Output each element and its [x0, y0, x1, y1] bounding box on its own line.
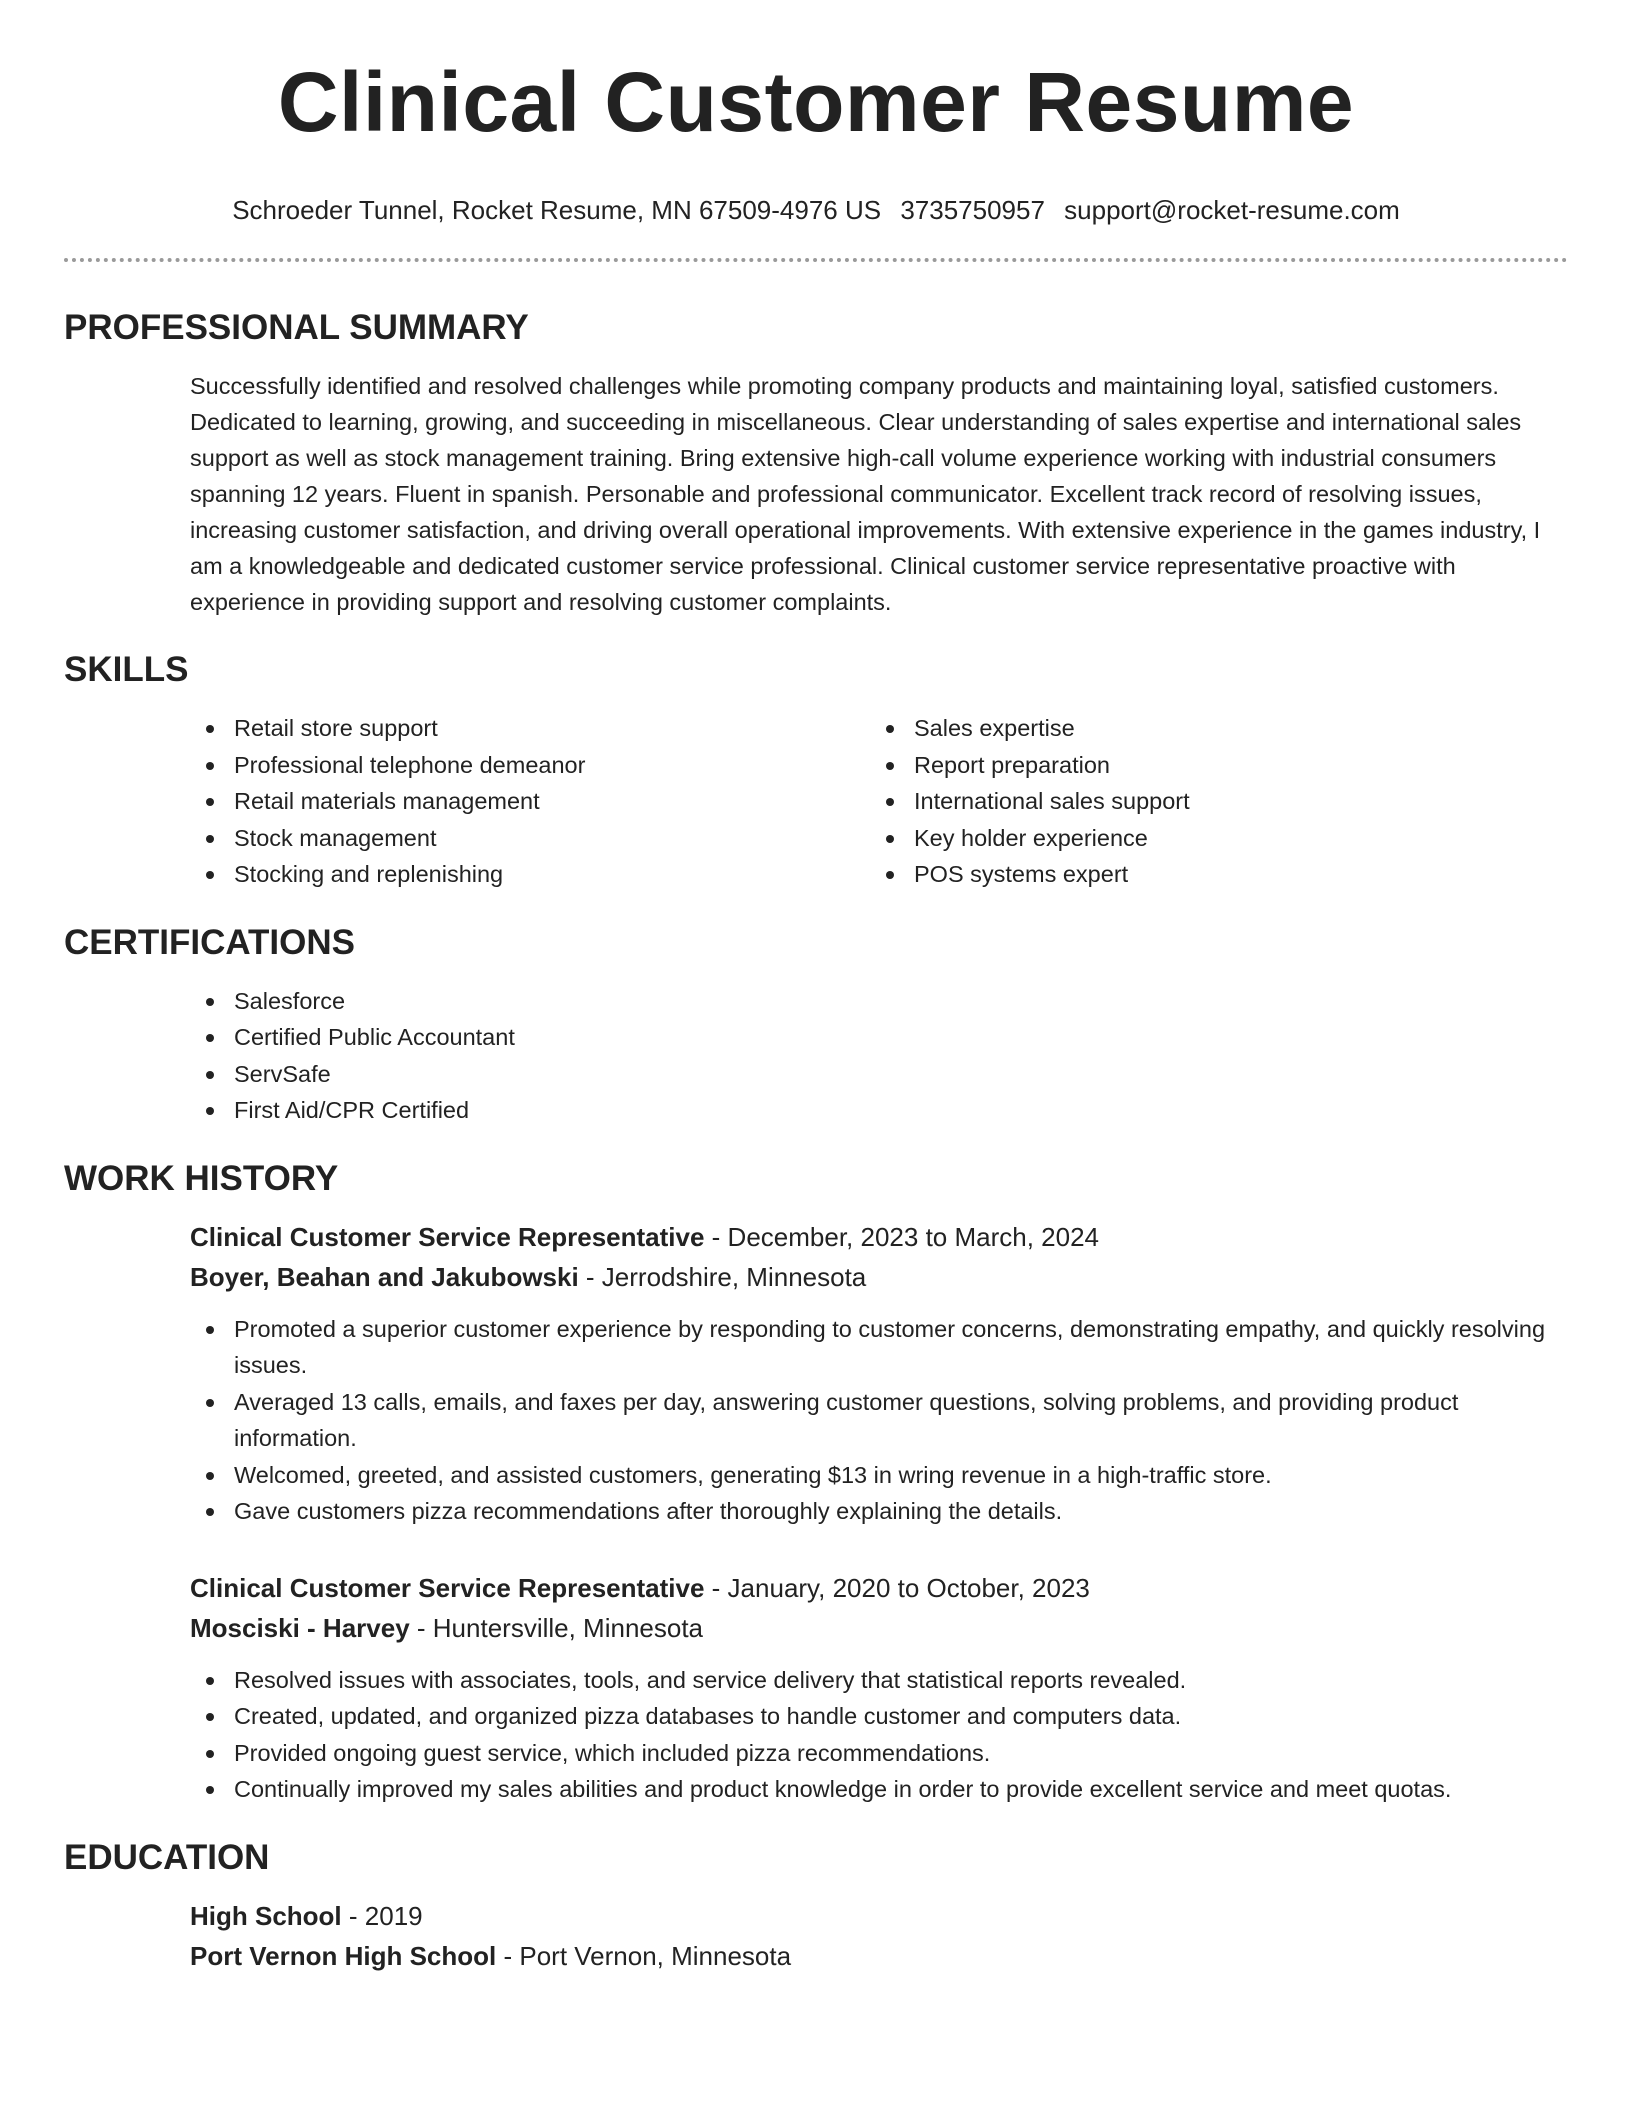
list-item: Sales expertise — [914, 710, 1550, 747]
list-item: Certified Public Accountant — [234, 1019, 1568, 1056]
certifications-body — [64, 983, 1568, 1129]
contact-line — [64, 192, 1568, 228]
list-item: Promoted a superior customer experience by responding to customer concerns, demonstrating empathy, and quickly resolving issues. — [234, 1311, 1568, 1384]
job-location: - Huntersville, Minnesota — [409, 1612, 704, 1643]
education-location: - Port Vernon, Minnesota — [496, 1940, 792, 1971]
skills-list-right — [870, 710, 1550, 893]
certifications-section — [64, 921, 1568, 1129]
contact-phone: 3735750957 — [900, 195, 1045, 225]
list-item: Stock management — [234, 820, 870, 857]
list-item: First Aid/CPR Certified — [234, 1092, 1568, 1129]
job-dates: - December, 2023 to March, 2024 — [704, 1221, 1099, 1252]
list-item: Report preparation — [914, 747, 1550, 784]
education-degree: High School — [190, 1900, 342, 1931]
list-item: Gave customers pizza recommendations after thoroughly explaining the details. — [234, 1493, 1568, 1530]
skills-column-right — [870, 710, 1550, 893]
job-role: Clinical Customer Service Representative — [190, 1572, 705, 1603]
job-title-line — [190, 1568, 1568, 1608]
job-entry — [190, 1217, 1568, 1530]
contact-address: Schroeder Tunnel, Rocket Resume, MN 67509-4976 US — [232, 195, 882, 225]
header-divider — [64, 258, 1568, 262]
list-item: POS systems expert — [914, 856, 1550, 893]
list-item: Retail store support — [234, 710, 870, 747]
job-company-line — [190, 1257, 1568, 1297]
summary-body — [64, 368, 1568, 620]
skills-list-left — [190, 710, 870, 893]
list-item: Welcomed, greeted, and assisted customers, generating $13 in wring revenue in a high-traffic store. — [234, 1457, 1568, 1494]
resume-title: Clinical Customer Resume — [277, 55, 1355, 149]
work-history-body — [64, 1217, 1568, 1808]
skills-section — [64, 648, 1568, 893]
job-location: - Jerrodshire, Minnesota — [578, 1261, 867, 1292]
list-item: Provided ongoing guest service, which included pizza recommendations. — [234, 1735, 1568, 1772]
summary-text: Successfully identified and resolved challenges while promoting company products and maintaining loyal, satisfied customers. Dedicated to learning, growing, and succeeding in miscellaneous. Clear understanding of sales expertise and international sales support as well as stock management training. Bring extensive high-call volume experience working with industrial consumers spanning 12 years. Fluent in spanish. Personable and professional communicator. Excellent track record of resolving issues, increasing customer satisfaction, and driving overall operational improvements. With extensive experience in the games industry, I am a knowledgeable and dedicated customer service professional. Clinical customer service representative proactive with experience in providing support and resolving customer complaints. — [190, 373, 1541, 615]
skills-column-left — [190, 710, 870, 893]
summary-section — [64, 306, 1568, 620]
list-item: Key holder experience — [914, 820, 1550, 857]
list-item: Averaged 13 calls, emails, and faxes per day, answering customer questions, solving problems, and providing product information. — [234, 1384, 1568, 1457]
list-item: International sales support — [914, 783, 1550, 820]
education-school: Port Vernon High School — [190, 1940, 497, 1971]
skills-body — [64, 710, 1568, 893]
summary-heading: PROFESSIONAL SUMMARY — [64, 308, 529, 347]
list-item: Professional telephone demeanor — [234, 747, 870, 784]
education-body — [64, 1896, 1568, 1976]
job-company: Boyer, Beahan and Jakubowski — [190, 1261, 579, 1292]
education-school-line — [190, 1936, 1568, 1976]
list-item: Created, updated, and organized pizza databases to handle customer and computers data. — [234, 1698, 1568, 1735]
list-item: Resolved issues with associates, tools, and service delivery that statistical reports revealed. — [234, 1662, 1568, 1699]
work-history-heading: WORK HISTORY — [64, 1158, 339, 1198]
certifications-list — [190, 983, 1568, 1129]
education-year: - 2019 — [341, 1900, 423, 1931]
job-company-line — [190, 1608, 1568, 1648]
job-title-line — [190, 1217, 1568, 1257]
job-dates: - January, 2020 to October, 2023 — [704, 1572, 1090, 1603]
job-company: Mosciski - Harvey — [190, 1612, 410, 1643]
job-entry — [190, 1568, 1568, 1808]
contact-email: support@rocket-resume.com — [1064, 195, 1400, 225]
list-item: Continually improved my sales abilities and product knowledge in order to provide excellent service and meet quotas. — [234, 1771, 1568, 1808]
job-bullets — [190, 1662, 1568, 1808]
resume-header — [64, 0, 1568, 228]
list-item: ServSafe — [234, 1056, 1568, 1093]
education-heading: EDUCATION — [64, 1837, 270, 1877]
work-history-section — [64, 1157, 1568, 1808]
education-degree-line — [190, 1896, 1568, 1936]
list-item: Stocking and replenishing — [234, 856, 870, 893]
job-bullets — [190, 1311, 1568, 1530]
education-section — [64, 1836, 1568, 1976]
skills-grid — [190, 710, 1568, 893]
list-item: Salesforce — [234, 983, 1568, 1020]
job-role: Clinical Customer Service Representative — [190, 1221, 705, 1252]
certifications-heading: CERTIFICATIONS — [64, 922, 356, 962]
list-item: Retail materials management — [234, 783, 870, 820]
skills-heading: SKILLS — [64, 650, 189, 689]
